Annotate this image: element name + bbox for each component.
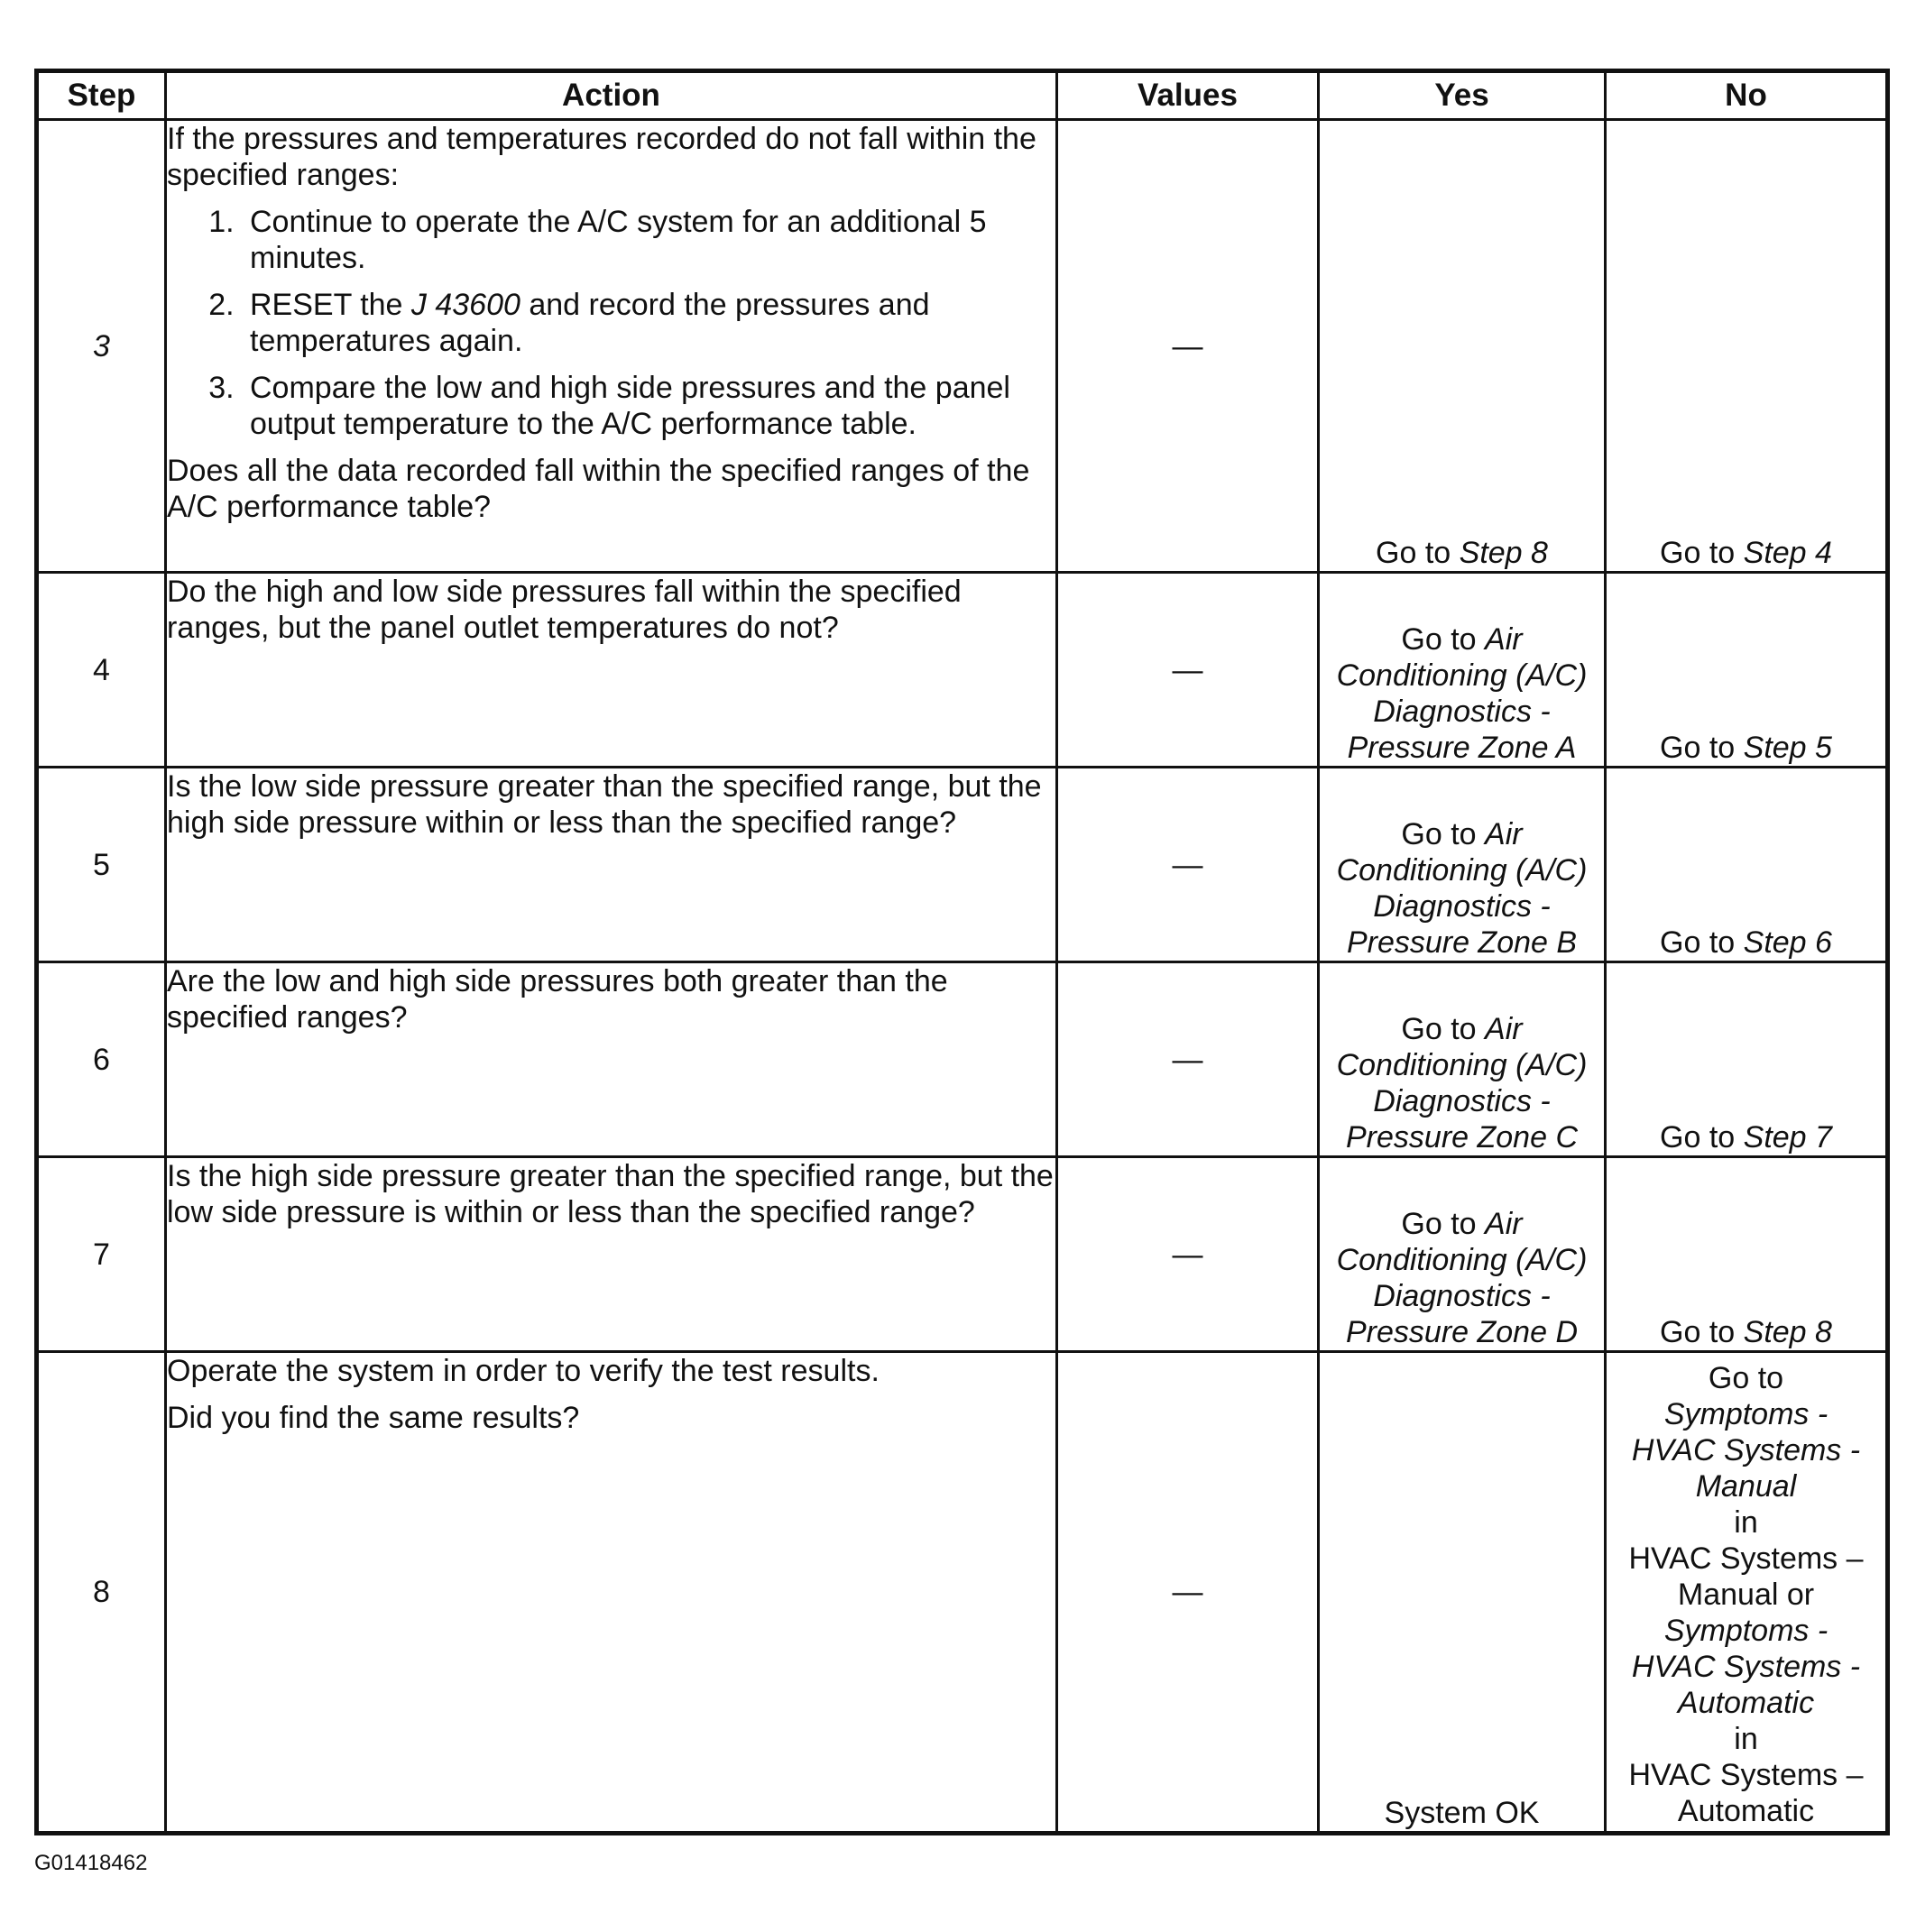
table-row — [37, 768, 1888, 962]
no-cell: Go to Symptoms - HVAC Systems - Manual in HVAC Systems – Manual or Symptoms - HVAC Systems - Automatic in HVAC Systems – Automatic — [1606, 1352, 1888, 1834]
list-item: 2. RESET the J 43600 and record the pressures and temperatures again. — [243, 287, 1055, 359]
action-instruction: Operate the system in order to verify the test results. — [167, 1354, 880, 1388]
action-cell: Is the high side pressure greater than the specified range, but the low side pressure is within or less than the specified range? — [166, 1157, 1057, 1352]
step-link[interactable]: Step 6 — [1743, 925, 1832, 960]
step-number: 5 — [37, 768, 166, 962]
table-row — [37, 120, 1888, 573]
step-link[interactable]: Step 8 — [1743, 1315, 1832, 1349]
symptoms-link[interactable]: Symptoms - — [1663, 1614, 1828, 1648]
action-cell — [166, 1352, 1057, 1834]
diagnostic-table — [34, 69, 1890, 1835]
list-item: 3. Compare the low and high side pressures and the panel output temperature to the A/C performance table. — [243, 370, 1055, 442]
no-cell: Go to Step 7 — [1606, 962, 1888, 1157]
table-row — [37, 1157, 1888, 1352]
action-cell: Do the high and low side pressures fall within the specified ranges, but the panel outlet temperatures do not? — [166, 573, 1057, 768]
step-number: 8 — [37, 1352, 166, 1834]
values-cell: — — [1057, 768, 1319, 962]
no-cell: Go to Step 5 — [1606, 573, 1888, 768]
pressure-zone-link[interactable]: Pressure Zone D — [1346, 1315, 1578, 1349]
yes-cell: Go to Air Conditioning (A/C) Diagnostics - Pressure Zone A — [1319, 573, 1606, 768]
yes-cell: Go to Step 8 — [1319, 120, 1606, 573]
pressure-zone-link[interactable]: Pressure Zone B — [1346, 925, 1578, 960]
action-intro: If the pressures and temperatures recorded do not fall within the specified ranges: — [167, 122, 1036, 192]
figure-code: G01418462 — [34, 1851, 148, 1875]
header-yes: Yes — [1319, 71, 1606, 120]
header-no: No — [1606, 71, 1888, 120]
yes-cell: Go to Air Conditioning (A/C) Diagnostics - Pressure Zone C — [1319, 962, 1606, 1157]
step-link[interactable]: Step 5 — [1743, 731, 1832, 765]
values-cell: — — [1057, 1157, 1319, 1352]
symptoms-link[interactable]: Symptoms - — [1663, 1397, 1828, 1431]
no-cell: Go to Step 6 — [1606, 768, 1888, 962]
step-link[interactable]: Step 8 — [1459, 536, 1548, 570]
yes-cell: System OK — [1319, 1352, 1606, 1834]
header-action: Action — [166, 71, 1057, 120]
action-cell: Are the low and high side pressures both greater than the specified ranges? — [166, 962, 1057, 1157]
header-row — [37, 71, 1888, 120]
list-item: 1. Continue to operate the A/C system for an additional 5 minutes. — [243, 204, 1055, 276]
action-cell: Is the low side pressure greater than the specified range, but the high side pressure within or less than the specified range? — [166, 768, 1057, 962]
header-step: Step — [37, 71, 166, 120]
values-cell: — — [1057, 573, 1319, 768]
step-number: 4 — [37, 573, 166, 768]
table-row — [37, 573, 1888, 768]
step-number: 7 — [37, 1157, 166, 1352]
yes-cell: Go to Air Conditioning (A/C) Diagnostics - Pressure Zone D — [1319, 1157, 1606, 1352]
step-link[interactable]: Step 4 — [1743, 536, 1832, 570]
action-question: Did you find the same results? — [167, 1401, 580, 1435]
table-row — [37, 1352, 1888, 1834]
yes-cell: Go to Air Conditioning (A/C) Diagnostics - Pressure Zone B — [1319, 768, 1606, 962]
table-row — [37, 962, 1888, 1157]
step-link[interactable]: Step 7 — [1743, 1120, 1832, 1155]
values-cell: — — [1057, 120, 1319, 573]
action-list — [167, 204, 1055, 442]
values-cell: — — [1057, 962, 1319, 1157]
step-number: 3 — [37, 120, 166, 573]
header-values: Values — [1057, 71, 1319, 120]
action-question: Does all the data recorded fall within the specified ranges of the A/C performance table? — [167, 454, 1030, 524]
pressure-zone-link[interactable]: Pressure Zone A — [1347, 731, 1577, 765]
no-cell: Go to Step 8 — [1606, 1157, 1888, 1352]
values-cell: — — [1057, 1352, 1319, 1834]
no-cell: Go to Step 4 — [1606, 120, 1888, 573]
pressure-zone-link[interactable]: Pressure Zone C — [1346, 1120, 1578, 1155]
step-number: 6 — [37, 962, 166, 1157]
action-cell — [166, 120, 1057, 573]
